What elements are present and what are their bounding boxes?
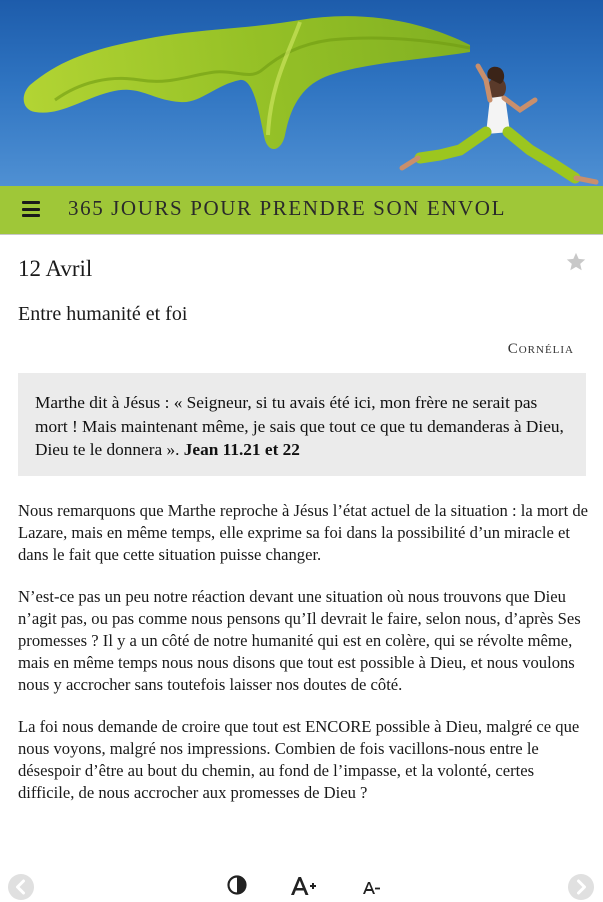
- header-image: [0, 0, 603, 186]
- entry-date: 12 Avril: [18, 256, 93, 281]
- contrast-icon[interactable]: [226, 874, 248, 898]
- entry-body: [18, 500, 588, 824]
- body-paragraph: La foi nous demande de croire que tout est ENCORE possible à Dieu, malgré ce que nous voyons, malgré nos impressions. Combien de fois vacillons-nous entre le désespoir d’être au bout du chemin, au fond de l’impasse, et la volonté, certes difficile, de nous accrocher aux promesses de Dieu ?: [18, 717, 580, 802]
- hamburger-menu-icon[interactable]: [22, 201, 40, 217]
- verse-block: [18, 373, 586, 476]
- star-icon[interactable]: [565, 251, 587, 273]
- body-paragraph: N’est-ce pas un peu notre réaction devant une situation où nous trouvons que Dieu n’agit pas, ou pas comme nous pensons qu’Il devrait le faire, selon nous, d’après Ses promesses ? Il y a un côté de notre humanité qui est en colère, qui se révolte même, mais en même temps nous nous disons que tout est possible à Dieu, et nous voulons nous y accrocher sans toutefois laisser nos doutes de côté.: [18, 587, 581, 694]
- verse-reference: Jean 11.21 et 22: [183, 440, 300, 459]
- chevron-right-icon[interactable]: [568, 874, 594, 900]
- font-increase-icon[interactable]: [289, 874, 317, 898]
- app-title-bar: [0, 186, 603, 235]
- font-decrease-icon[interactable]: [361, 874, 381, 898]
- entry-title: Entre humanité et foi: [18, 303, 188, 325]
- app-title: 365 JOURS POUR PRENDRE SON ENVOL: [68, 196, 506, 220]
- body-paragraph: Nous remarquons que Marthe reproche à Jésus l’état actuel de la situation : la mort de Lazare, mais en même temps, elle exprime sa foi dans la possibilité d’un miracle et dans le fait que cette situation puisse changer.: [18, 501, 588, 564]
- entry-author: Cornélia: [507, 341, 574, 357]
- chevron-left-icon[interactable]: [8, 874, 34, 900]
- jumping-woman-scarf-illustration: [0, 0, 603, 186]
- verse-text: Marthe dit à Jésus : « Seigneur, si tu avais été ici, mon frère ne serait pas mort ! Mais maintenant même, je sais que tout ce que tu demanderas à Dieu, Dieu te le donnera ».: [35, 393, 564, 459]
